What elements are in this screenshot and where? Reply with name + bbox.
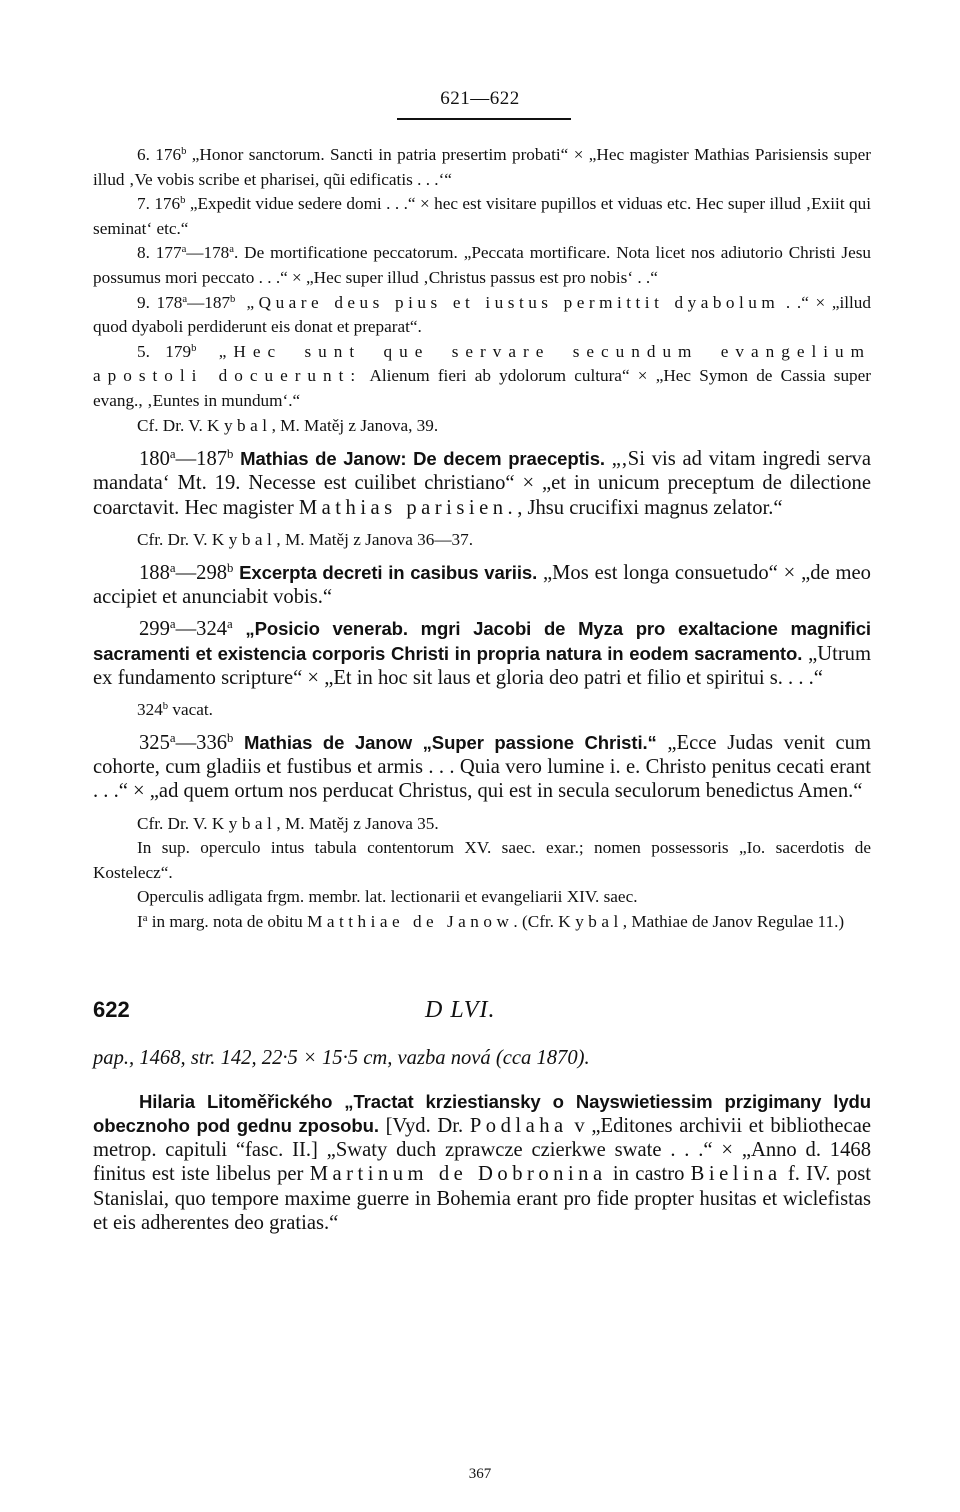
- note-operculum: In sup. operculo intus tabula contentorum XV. saec. exar.; nomen possessoris „Io. sacerdotis de Kostelecz“.: [93, 838, 871, 882]
- physical-description: pap., 1468, str. 142, 22·5 × 15·5 cm, vazba nová (cca 1870).: [93, 1046, 590, 1069]
- entry-325: 325$^a$—336$^b$ Mathias de Janow „Super passione Christi.“ „Ecce Judas venit cum cohorte, cum gladiis et fustibus et armis . . . Quia vero lumine i. e. Christo penitus cecati erant . . .“ × „ad quem ortum nos perducat Christus, qui est in secula seculorum benedictus Amen.“: [93, 730, 871, 803]
- item-9: 9. 178$^a$—187$^b$ „Quare deus pius et iustus permittit dyabolum . .“ × „illud quod dyaboli perdiderunt eis donat et preparat“.: [93, 292, 871, 337]
- page-text: [93, 143, 871, 1235]
- item-8: 8. 177$^a$—178$^a$. De mortificatione peccatorum. „Peccata mortificare. Nota licet nos adiutorio Christi Jesu possumus mori peccato . . .“ × „Hec super illud ‚Christus passus est pro nobis‘ . .“: [93, 243, 871, 287]
- vacat-line: 324$^b$ vacat.: [137, 700, 213, 720]
- item-list: [93, 143, 871, 438]
- item-7: 7. 176$^b$ „Expedit vidue sedere domi . . .“ × hec est visitare pupillos et viduas etc. Hec super illud ‚Exiit qui seminat‘ etc.“: [93, 194, 872, 238]
- entry-299: 299$^a$—324$^a$ „Posicio venerab. mgri Jacobi de Myza pro exaltacione magnifici sacramenti et existencia corporis Christi in propria natura in eodem sacramento. „Utrum ex fundamento scripture“ × „Et in hoc sit laus et gloria deo patri et filio et spiritui s. . . .“: [93, 617, 871, 689]
- entry-188: 188$^a$—298$^b$ Excerpta decreti in casibus variis. „Mos est longa consuetudo“ × „de meo accipiet et anunciabit vobis.“: [93, 560, 871, 608]
- citation-kybal-35: Cfr. Dr. V. Kybal, M. Matěj z Janova 35.: [137, 813, 439, 833]
- note-obit: $I^a$ in marg. nota de obitu Matthiae de Janow. (Cfr. Kybal, Mathiae de Janov Regulae 11.): [137, 911, 845, 931]
- entry-signature: D LVI.: [425, 996, 496, 1023]
- notes: [93, 812, 871, 935]
- page-number: 367: [468, 1466, 492, 1482]
- entry-622-content: Hilaria Litoměřického „Tractat krziestiansky o Nayswietiessim przigimany lydu obecznoho pod gednu zposobu. [Vyd. Dr. Podlaha v „Editones archivii et bibliothecae metrop. capituli “fasc. II.] „Swaty duch zprawcze czierkwe swate . . .“ × „Anno d. 1468 finitus est iste libelus per Martinum de Dobronina in castro Bielina f. IV. post Stanislai, quo tempore maxime guerre in Bohemia erant pro fide propter husitas et wiclefistas et eis adherentes deo gratias.“: [93, 1090, 872, 1235]
- running-head: 621—622: [440, 88, 520, 109]
- citation-kybal-39: Cf. Dr. V. Kybal, M. Matěj z Janova, 39.: [137, 415, 439, 435]
- entry-180: 180$^a$—187$^b$ Mathias de Janow: De decem praeceptis. „‚Si vis ad vitam ingredi serva mandata‘ Mt. 19. Necesse est cuilibet christiano“ × „et in unicum preceptum de dilectione coarctavit. Hec magister Mathias parisien., Jhsu crucifixi magnus zelator.“: [93, 447, 871, 519]
- entry-number: 622: [93, 996, 130, 1022]
- citation-kybal-36: Cfr. Dr. V. Kybal, M. Matěj z Janova 36—37.: [137, 530, 474, 550]
- entry-622-header: [93, 997, 871, 1037]
- item-5: 5. 179$^b$ „Hec sunt que servare secundum evangelium apostoli docuerunt: Alienum fieri ab ydolorum cultura“ × „Hec Symon de Cassia super evang., ‚Euntes in mundum‘.“: [93, 341, 871, 410]
- header-rule: [397, 118, 571, 120]
- item-6: 6. 176$^b$ „Honor sanctorum. Sancti in patria presertim probati“ × „Hec magister Mathias Parisiensis super illud ‚Ve vobis scribe et pharisei, qũi edificatis . . .‘“: [93, 145, 871, 189]
- note-fragment: Operculis adligata frgm. membr. lat. lectionarii et evangeliarii XIV. saec.: [137, 887, 638, 907]
